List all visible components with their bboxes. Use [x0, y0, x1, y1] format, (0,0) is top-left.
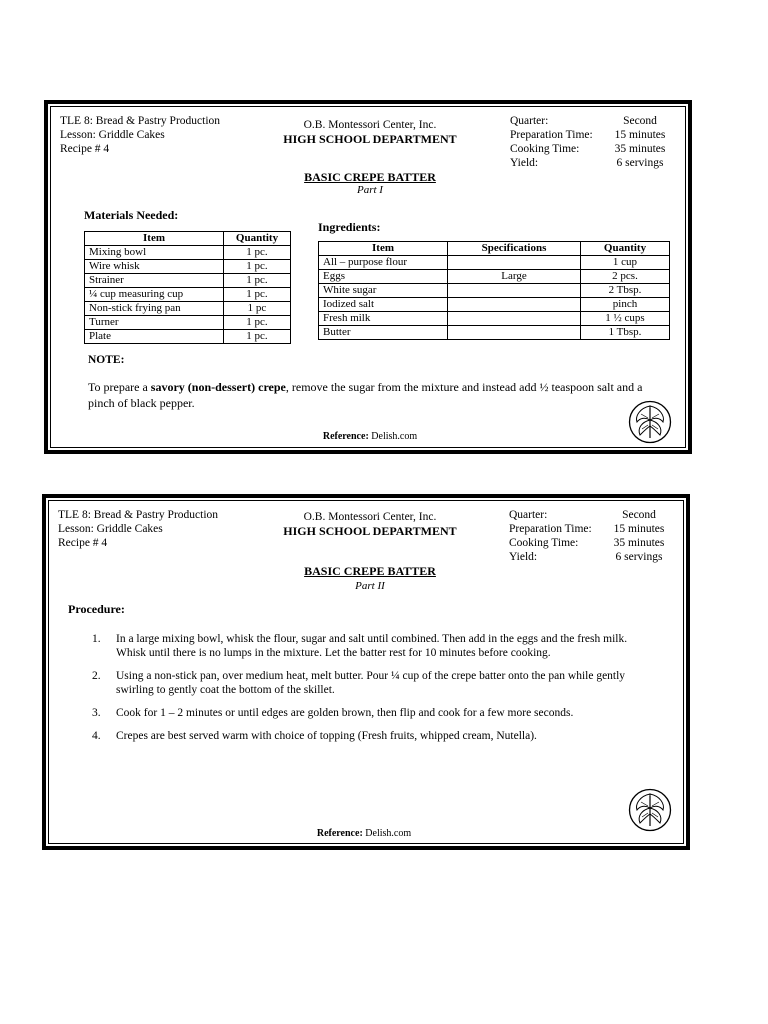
recipe-card-part-2 [42, 494, 690, 850]
reference-value: Delish.com [362, 828, 412, 839]
material-item: Strainer [85, 274, 224, 288]
ingredients-row [319, 256, 670, 270]
ingredients-header-row [319, 242, 670, 256]
reference-value: Delish.com [368, 431, 418, 442]
step-text: In a large mixing bowl, whisk the flour, sugar and salt until combined. Then add in the eggs and the fresh milk. Whisk until there is no lumps in the mixture. Let the batter rest for 10 minutes before cooking. [116, 633, 628, 659]
lesson-text: Lesson: Griddle Cakes [58, 523, 163, 535]
reference [264, 828, 464, 839]
ingredient-item: Butter [319, 326, 448, 340]
cook-time-label: Cooking Time: [510, 143, 580, 155]
recipe-title: BASIC CREPE BATTER [304, 564, 436, 578]
ingredients-header-quantity: Quantity [581, 242, 670, 256]
materials-row [85, 288, 291, 302]
material-quantity: 1 pc. [224, 330, 291, 344]
procedure-step [92, 632, 652, 660]
yield-value: 6 servings [616, 157, 664, 169]
school-logo-icon [628, 400, 672, 444]
ingredient-spec [448, 284, 581, 298]
material-quantity: 1 pc. [224, 274, 291, 288]
procedure-step [92, 706, 652, 720]
materials-label: Materials Needed: [84, 208, 179, 222]
school-name: O.B. Montessori Center, Inc. [303, 511, 437, 523]
ingredient-spec [448, 312, 581, 326]
materials-table [84, 231, 291, 344]
quarter-label: Quarter: [510, 115, 549, 127]
prep-time-label: Preparation Time: [510, 129, 593, 141]
ingredients-row [319, 298, 670, 312]
ingredients-table [318, 241, 670, 340]
subject-text: TLE 8: Bread & Pastry Production [60, 115, 221, 127]
quarter-value: Second [622, 509, 656, 521]
prep-time-value: 15 minutes [613, 523, 665, 535]
reference [270, 431, 470, 442]
recipe-meta [509, 508, 669, 564]
ingredients-row [319, 284, 670, 298]
quarter-value: Second [623, 115, 657, 127]
quarter-label: Quarter: [509, 509, 548, 521]
ingredient-spec [448, 298, 581, 312]
cook-time-value: 35 minutes [614, 143, 666, 155]
procedure-step [92, 669, 652, 697]
material-item: Non-stick frying pan [85, 302, 224, 316]
step-number: 2. [92, 670, 101, 682]
note-label: NOTE: [88, 354, 125, 366]
procedure-list [92, 632, 652, 752]
step-text: Crepes are best served warm with choice of topping (Fresh fruits, whipped cream, Nutella). [116, 730, 537, 742]
reference-label: Reference: [316, 828, 363, 839]
materials-header-row [85, 232, 291, 246]
material-quantity: 1 pc. [224, 246, 291, 260]
material-quantity: 1 pc [224, 302, 291, 316]
prep-time-value: 15 minutes [614, 129, 666, 141]
step-number: 4. [92, 730, 101, 742]
materials-row [85, 316, 291, 330]
yield-value: 6 servings [615, 551, 663, 563]
ingredient-item: Eggs [319, 270, 448, 284]
ingredients-row [319, 326, 670, 340]
note-prefix: To prepare a [88, 380, 151, 394]
step-number: 3. [92, 707, 101, 719]
ingredients-body [319, 256, 670, 340]
recipe-card-part-1 [44, 100, 692, 454]
ingredient-quantity: 1 ½ cups [581, 312, 670, 326]
lesson-text: Lesson: Griddle Cakes [60, 129, 165, 141]
materials-row [85, 274, 291, 288]
step-text: Using a non-stick pan, over medium heat, melt butter. Pour ¼ cup of the crepe batter onto the pan while gently swirling to gently coat the bottom of the skillet. [116, 670, 626, 696]
ingredient-spec [448, 256, 581, 270]
ingredient-quantity: 2 Tbsp. [581, 284, 670, 298]
material-item: Mixing bowl [85, 246, 224, 260]
school-info [260, 510, 480, 538]
part-subtitle: Part I [357, 184, 383, 196]
material-item: Turner [85, 316, 224, 330]
cook-time-label: Cooking Time: [509, 537, 579, 549]
ingredient-item: Fresh milk [319, 312, 448, 326]
ingredient-spec [448, 326, 581, 340]
material-item: Plate [85, 330, 224, 344]
school-logo-icon [628, 788, 672, 832]
recipe-number: Recipe # 4 [58, 537, 108, 549]
ingredient-item: Iodized salt [319, 298, 448, 312]
prep-time-label: Preparation Time: [509, 523, 592, 535]
recipe-number: Recipe # 4 [60, 143, 110, 155]
ingredients-row [319, 312, 670, 326]
step-text: Cook for 1 – 2 minutes or until edges are golden brown, then flip and cook for a few more seconds. [116, 707, 574, 719]
material-quantity: 1 pc. [224, 288, 291, 302]
ingredient-quantity: 1 cup [581, 256, 670, 270]
ingredient-quantity: 1 Tbsp. [581, 326, 670, 340]
ingredients-row [319, 270, 670, 284]
materials-header-item: Item [85, 232, 224, 246]
cook-time-value: 35 minutes [613, 537, 665, 549]
ingredient-item: White sugar [319, 284, 448, 298]
school-info [260, 118, 480, 146]
yield-label: Yield: [510, 157, 539, 169]
ingredient-quantity: pinch [581, 298, 670, 312]
materials-row [85, 260, 291, 274]
department-name: HIGH SCHOOL DEPARTMENT [283, 132, 457, 146]
step-number: 1. [92, 633, 101, 645]
procedure-label: Procedure: [68, 602, 125, 616]
ingredient-quantity: 2 pcs. [581, 270, 670, 284]
procedure-step [92, 729, 652, 743]
recipe-title: BASIC CREPE BATTER [304, 170, 436, 184]
ingredients-header-item: Item [319, 242, 448, 256]
yield-label: Yield: [509, 551, 538, 563]
ingredient-item: All – purpose flour [319, 256, 448, 270]
ingredient-spec: Large [448, 270, 581, 284]
ingredients-header-specs: Specifications [448, 242, 581, 256]
material-item: Wire whisk [85, 260, 224, 274]
materials-row [85, 246, 291, 260]
material-quantity: 1 pc. [224, 260, 291, 274]
ingredients-label: Ingredients: [318, 220, 381, 234]
note-suffix: , remove the sugar from the mixture and instead add ½ teaspoon salt and a pinch of black pepper. [88, 380, 643, 410]
note-emphasis: savory (non-dessert) crepe [150, 380, 286, 394]
department-name: HIGH SCHOOL DEPARTMENT [283, 524, 457, 538]
materials-header-quantity: Quantity [224, 232, 291, 246]
material-quantity: 1 pc. [224, 316, 291, 330]
school-name: O.B. Montessori Center, Inc. [303, 119, 437, 131]
material-item: ¼ cup measuring cup [85, 288, 224, 302]
recipe-meta [510, 114, 670, 170]
course-info [60, 114, 220, 156]
materials-row [85, 302, 291, 316]
materials-body [85, 246, 291, 344]
subject-text: TLE 8: Bread & Pastry Production [58, 509, 219, 521]
part-subtitle: Part II [355, 580, 385, 592]
materials-row [85, 330, 291, 344]
note-text [88, 379, 658, 411]
reference-label: Reference: [322, 431, 369, 442]
course-info [58, 508, 218, 550]
